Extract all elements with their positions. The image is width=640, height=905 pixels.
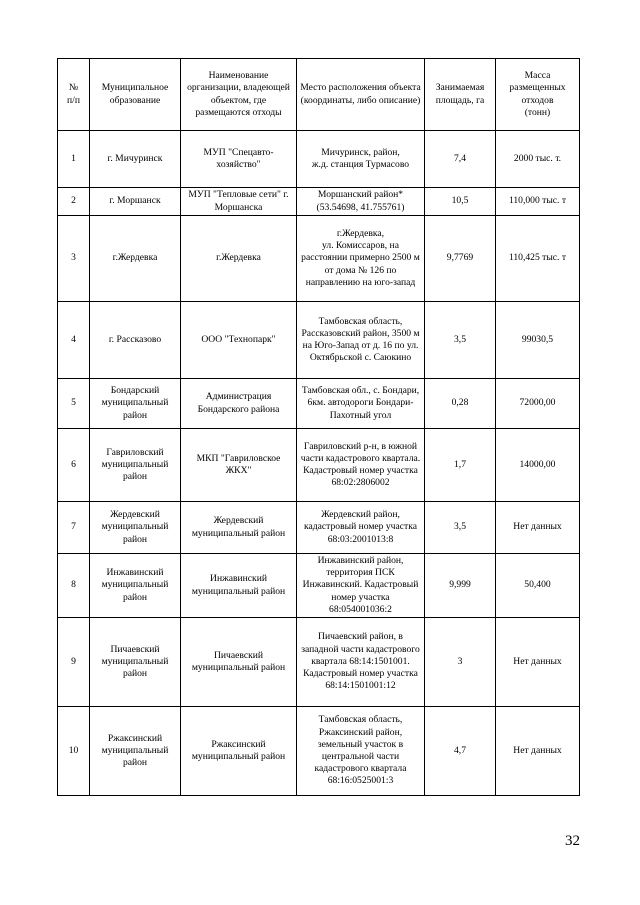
row-number-cell: 7 [58,502,90,554]
location-cell: Жердевский район, кадастровый номер участка 68:03:2001013:8 [297,502,425,554]
organization-cell: Администрация Бондарского района [181,379,297,429]
waste-mass-cell: 50,400 [496,554,580,618]
area-cell: 7,4 [425,131,496,188]
area-cell: 3 [425,618,496,707]
location-cell: г.Жердевка, ул. Комиссаров, на расстоянии примерно 2500 м от дома № 126 по направлению на юго-запад [297,216,425,302]
header-area-cell: Занимаемая площадь, га [425,59,496,131]
location-cell: Инжавинский район, территория ПСК Инжавинский. Кадастровый номер участка 68:054001036:2 [297,554,425,618]
location-cell: Тамбовская область, Рассказовский район, 3500 м на Юго-Запад от д. 16 по ул. Октябрьской с. Саюкино [297,302,425,379]
row-number-cell: 3 [58,216,90,302]
waste-mass-cell: 110,000 тыс. т [496,188,580,216]
area-cell: 3,5 [425,502,496,554]
location-cell: Тамбовская область, Ржаксинский район, земельный участок в центральной части кадастрового квартала 68:16:0525001:3 [297,707,425,796]
waste-mass-cell: 110,425 тыс. т [496,216,580,302]
location-cell: Мичуринск, район, ж.д. станция Турмасово [297,131,425,188]
municipality-cell: Гавриловский муниципальный район [90,429,181,502]
waste-mass-cell: Нет данных [496,618,580,707]
municipality-cell: Жердевский муниципальный район [90,502,181,554]
location-cell: Моршанский район* (53.54698, 41.755761) [297,188,425,216]
area-cell: 3,5 [425,302,496,379]
location-cell: Гавриловский р-н, в южной части кадастрового квартала. Кадастровый номер участка 68:02:2806002 [297,429,425,502]
table-row [58,131,580,188]
organization-cell: МКП "Гавриловское ЖКХ" [181,429,297,502]
row-number-cell: 4 [58,302,90,379]
area-cell: 4,7 [425,707,496,796]
waste-mass-cell: 2000 тыс. т. [496,131,580,188]
table-row [58,707,580,796]
page-number: 32 [565,833,580,849]
organization-cell: г.Жердевка [181,216,297,302]
municipality-cell: Инжавинский муниципальный район [90,554,181,618]
waste-mass-cell: 72000,00 [496,379,580,429]
table-header-row [58,59,580,131]
table-row [58,618,580,707]
row-number-cell: 10 [58,707,90,796]
municipality-cell: Ржаксинский муниципальный район [90,707,181,796]
area-cell: 9,7769 [425,216,496,302]
area-cell: 9,999 [425,554,496,618]
organization-cell: Ржаксинский муниципальный район [181,707,297,796]
table-row [58,554,580,618]
header-organization-cell: Наименование организации, владеющей объектом, где размещаются отходы [181,59,297,131]
header-municipality-cell: Муниципальное образование [90,59,181,131]
organization-cell: МУП "Тепловые сети" г. Моршанска [181,188,297,216]
waste-mass-cell: Нет данных [496,707,580,796]
area-cell: 10,5 [425,188,496,216]
header-number-cell: № п/п [58,59,90,131]
row-number-cell: 6 [58,429,90,502]
municipality-cell: г. Рассказово [90,302,181,379]
area-cell: 0,28 [425,379,496,429]
organization-cell: МУП "Спецавто-хозяйство" [181,131,297,188]
table-row [58,216,580,302]
header-location-cell: Место расположения объекта (координаты, либо описание) [297,59,425,131]
area-cell: 1,7 [425,429,496,502]
waste-objects-table [57,58,580,796]
row-number-cell: 1 [58,131,90,188]
municipality-cell: Пичаевский муниципальный район [90,618,181,707]
organization-cell: ООО "Технопарк" [181,302,297,379]
location-cell: Тамбовская обл., с. Бондари, 6км. автодороги Бондари-Пахотный угол [297,379,425,429]
organization-cell: Жердевский муниципальный район [181,502,297,554]
header-waste-mass-cell: Масса размещенных отходов (тонн) [496,59,580,131]
organization-cell: Инжавинский муниципальный район [181,554,297,618]
municipality-cell: г. Мичуринск [90,131,181,188]
organization-cell: Пичаевский муниципальный район [181,618,297,707]
table-row [58,188,580,216]
row-number-cell: 9 [58,618,90,707]
table-row [58,502,580,554]
row-number-cell: 5 [58,379,90,429]
table-row [58,302,580,379]
municipality-cell: г.Жердевка [90,216,181,302]
waste-mass-cell: 99030,5 [496,302,580,379]
waste-mass-cell: Нет данных [496,502,580,554]
row-number-cell: 8 [58,554,90,618]
row-number-cell: 2 [58,188,90,216]
table-row [58,379,580,429]
municipality-cell: г. Моршанск [90,188,181,216]
waste-mass-cell: 14000,00 [496,429,580,502]
location-cell: Пичаевский район, в западной части кадастрового квартала 68:14:1501001. Кадастровый номер участка 68:14:1501001:12 [297,618,425,707]
table-row [58,429,580,502]
municipality-cell: Бондарский муниципальный район [90,379,181,429]
